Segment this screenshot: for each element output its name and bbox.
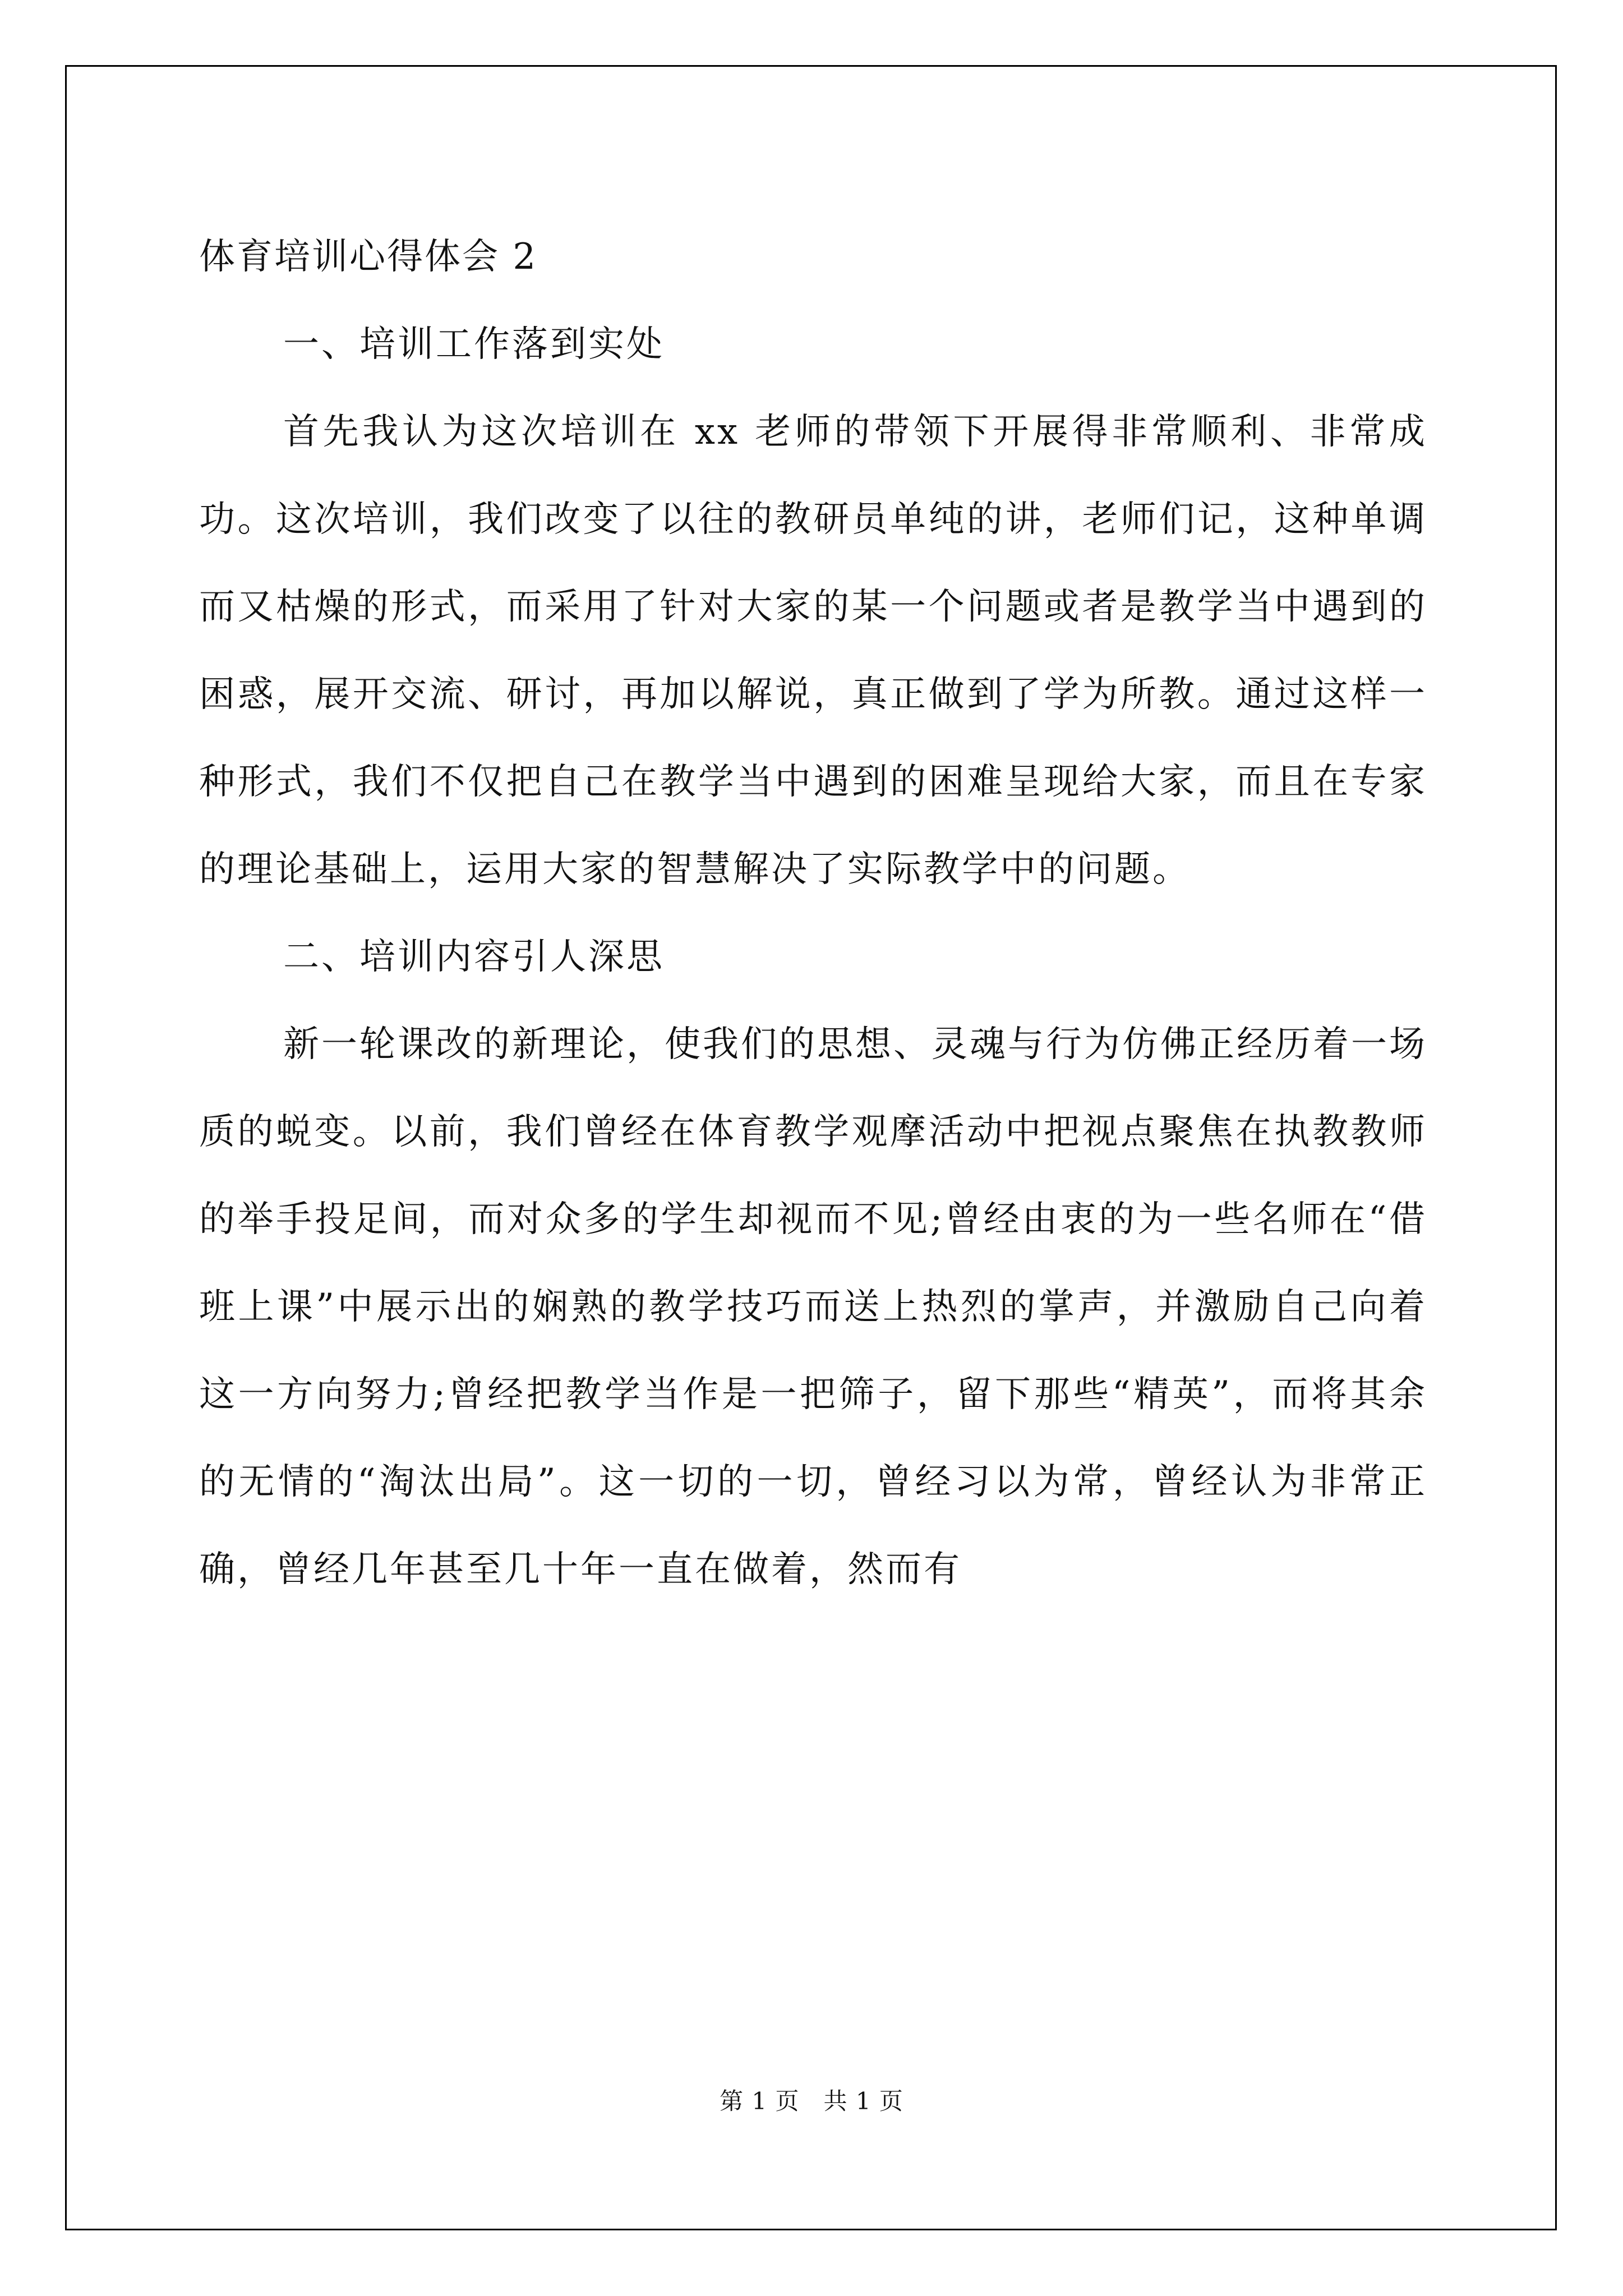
document-body (199, 213, 1427, 1613)
document-title: 体育培训心得体会 2 (199, 236, 538, 278)
section-heading-1: 一、培训工作落到实处 (283, 324, 665, 365)
section-paragraph-2: 新一轮课改的新理论，使我们的思想、灵魂与行为仿佛正经历着一场质的蜕变。以前，我们曾经在体育教学观摩活动中把视点聚焦在执教教师的举手投足间，而对众多的学生却视而不见;曾经由衷的为一些名师在“借班上课”中展示出的娴熟的教学技巧而送上热烈的掌声，并激励自己向着这一方向努力;曾经把教学当作是一把筛子，留下那些“精英”，而将其余的无情的“淘汰出局”。这一切的一切，曾经习以为常，曾经认为非常正确，曾经几年甚至几十年一直在做着，然而有 (199, 1024, 1427, 1590)
section-paragraph-1: 首先我认为这次培训在 xx 老师的带领下开展得非常顺利、非常成功。这次培训，我们改变了以往的教研员单纯的讲，老师们记，这种单调而又枯燥的形式，而采用了针对大家的某一个问题或者是教学当中遇到的困惑，展开交流、研讨，再加以解说，真正做到了学为所教。通过这样一种形式，我们不仅把自己在教学当中遇到的困难呈现给大家，而且在专家的理论基础上，运用大家的智慧解决了实际教学中的问题。 (199, 411, 1427, 890)
page-footer: 第 1 页 共 1 页 (720, 2087, 903, 2115)
section-heading-2: 二、培训内容引人深思 (283, 936, 665, 978)
